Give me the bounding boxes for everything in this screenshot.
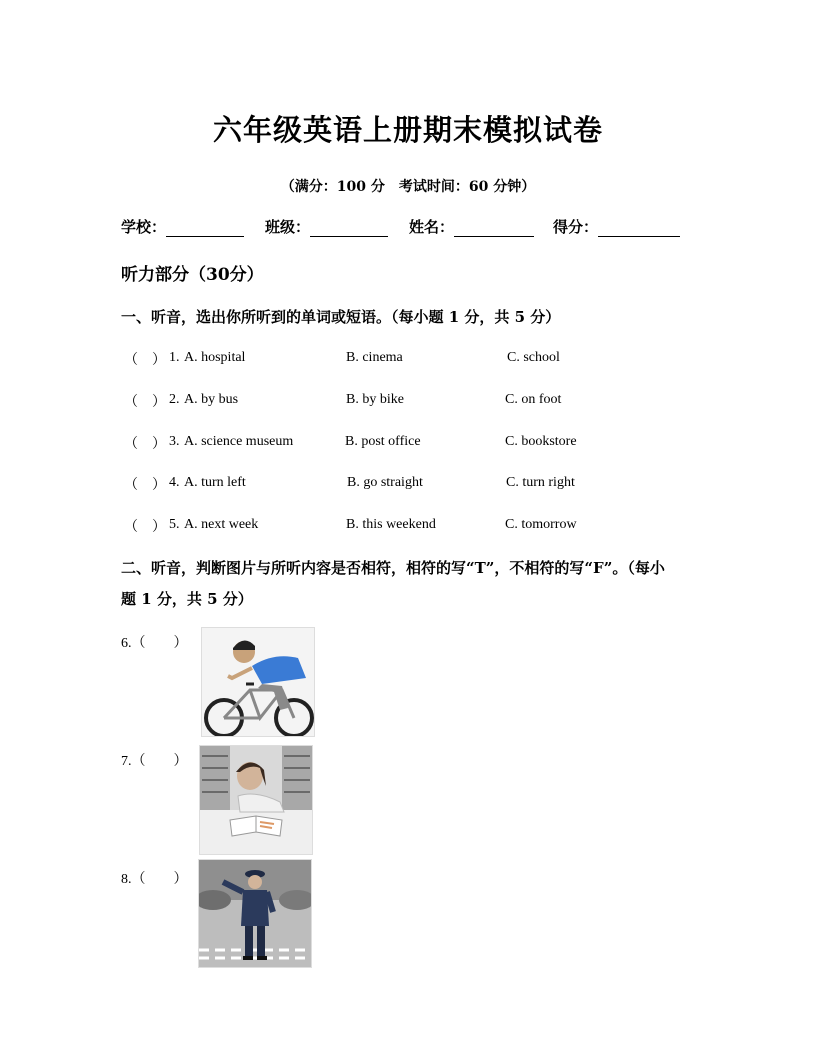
- option-a: A. by bus: [184, 392, 239, 407]
- school-blank[interactable]: [166, 220, 244, 237]
- option-b: B. go straight: [347, 475, 423, 490]
- question-number: 3.: [169, 434, 180, 449]
- class-field: [265, 216, 388, 237]
- option-c: C. school: [507, 350, 560, 365]
- option-c: C. bookstore: [505, 434, 577, 449]
- question-number: 2.: [169, 392, 180, 407]
- page-title: 六年级英语上册期末模拟试卷: [212, 113, 603, 147]
- question-8-label[interactable]: 8.（ ）: [121, 872, 188, 887]
- question-number: 5.: [169, 517, 180, 532]
- listening-heading: 听力部分（30分）: [121, 265, 264, 285]
- option-b: B. post office: [345, 434, 421, 449]
- picture-girl-reading-in-library: [199, 745, 313, 855]
- option-a: A. turn left: [184, 475, 246, 490]
- option-c: C. turn right: [506, 475, 575, 490]
- option-b: B. this weekend: [346, 517, 436, 532]
- picture-police-officer-directing-traffic: [198, 859, 312, 968]
- answer-paren[interactable]: （ ）: [124, 395, 166, 410]
- section2-heading-line2: 题 1 分，共 5 分）: [121, 590, 253, 608]
- exam-subtitle: （满分：100 分 考试时间：60 分钟）: [280, 179, 536, 195]
- option-c: C. tomorrow: [505, 517, 577, 532]
- answer-paren[interactable]: （ ）: [124, 520, 166, 535]
- library-illustration: [200, 746, 312, 854]
- option-b: B. by bike: [346, 392, 404, 407]
- question-6-label[interactable]: 6.（ ）: [121, 636, 188, 651]
- school-field: [121, 216, 244, 237]
- score-field: [553, 216, 680, 237]
- question-number: 1.: [169, 350, 180, 365]
- question-7-label[interactable]: 7.（ ）: [121, 754, 188, 769]
- class-blank[interactable]: [310, 220, 388, 237]
- answer-paren[interactable]: （ ）: [124, 353, 166, 368]
- name-field: [409, 216, 534, 237]
- option-b: B. cinema: [346, 350, 403, 365]
- section1-heading: 一、听音，选出你所听到的单词或短语。（每小题 1 分，共 5 分）: [121, 308, 561, 326]
- section2-heading-line1: 二、听音，判断图片与所听内容是否相符，相符的写“T”，不相符的写“F”。（每小: [121, 559, 665, 577]
- option-c: C. on foot: [505, 392, 562, 407]
- option-a: A. science museum: [184, 434, 294, 449]
- police-officer-illustration: [199, 860, 311, 967]
- answer-paren[interactable]: （ ）: [124, 437, 166, 452]
- bicycle-illustration: [202, 628, 314, 736]
- score-blank[interactable]: [598, 220, 680, 237]
- answer-paren[interactable]: （ ）: [124, 478, 166, 493]
- score-label: 得分：: [553, 218, 599, 236]
- school-label: 学校：: [121, 218, 167, 236]
- name-label: 姓名：: [409, 218, 455, 236]
- class-label: 班级：: [265, 218, 311, 236]
- option-a: A. next week: [184, 517, 259, 532]
- name-blank[interactable]: [454, 220, 534, 237]
- question-number: 4.: [169, 475, 180, 490]
- picture-boy-riding-bicycle: [201, 627, 315, 737]
- option-a: A. hospital: [184, 350, 246, 365]
